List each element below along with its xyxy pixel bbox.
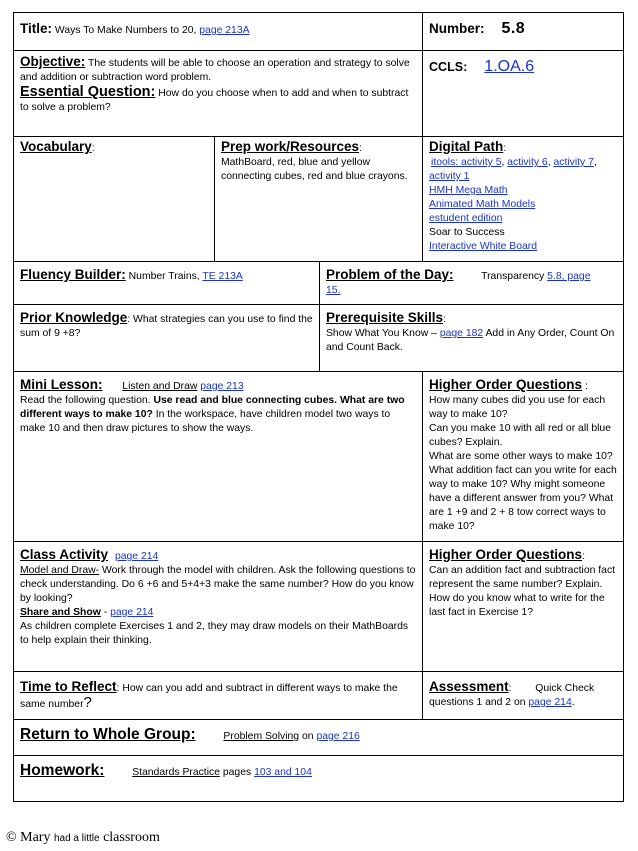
prior-knowledge-label: Prior Knowledge <box>20 310 128 325</box>
assessment-label: Assessment <box>429 679 509 694</box>
whiteboard-link[interactable]: Interactive White Board <box>429 241 538 252</box>
assessment-text-2: questions 1 and 2 on <box>429 697 526 708</box>
digital-path-cell: Digital Path: itools: activity 5, activity 6, activity 7, activity 1 HMH Mega Math Animated Math Models estudent edition Soar to Success Interactive White Board <box>423 137 624 262</box>
class-activity-label: Class Activity <box>20 547 109 562</box>
return-sub: Problem Solving <box>223 731 300 742</box>
mini-lesson-cell <box>14 372 423 542</box>
fluency-text: Number Trains, <box>128 271 200 282</box>
problem-of-day-link[interactable]: 5.8, page <box>547 271 591 282</box>
class-activity-link-2[interactable]: page 214 <box>110 607 154 618</box>
mini-lesson-bold: Use read and blue connecting cubes. What are two different ways to make 10? <box>20 395 405 420</box>
hoq1-text: How many cubes did you use for each way to make 10? Can you make 10 with all red or all blue cubes? Explain. What are some other ways to make 10? What addition fact can you write for each way to make 10? Why might someone have a different answer from you? What are 1 +9 and 2 + 8 tow correct ways to make 10? <box>429 395 617 532</box>
soar-text: Soar to Success <box>429 227 505 238</box>
assessment-cell: Assessment: Quick Check questions 1 and 2 on page 214. <box>423 672 624 720</box>
ccls-cell: CCLS: 1.OA.6 <box>423 51 624 137</box>
prerequisite-cell: Prerequisite Skills: Show What You Know – page 182 Add in Any Order, Count On and Count Back. <box>320 305 624 372</box>
title-label: Title <box>20 21 48 36</box>
prep-text: MathBoard, red, blue and yellow connecting cubes, red and blue crayons. <box>221 157 408 182</box>
activity6-link[interactable]: activity 6 <box>507 157 548 168</box>
vocabulary-label: Vocabulary <box>20 139 92 154</box>
number-label: Number <box>429 21 481 36</box>
essential-question-label: Essential Question: <box>20 84 156 100</box>
problem-of-day-cell <box>320 262 624 305</box>
prep-label: Prep work/Resources <box>221 139 360 154</box>
animated-models-link[interactable]: Animated Math Models <box>429 199 536 210</box>
homework-sub: Standards Practice <box>132 767 220 778</box>
problem-of-day-link-2[interactable]: 15. <box>326 285 341 296</box>
mini-lesson-link[interactable]: page 213 <box>200 381 244 392</box>
class-activity-sub: Model and Draw- <box>20 565 100 576</box>
itools-link[interactable]: itools: activity 5 <box>431 157 502 168</box>
fluency-cell <box>14 262 320 305</box>
copyright-text: © Mary <box>6 830 51 845</box>
lesson-plan-table <box>13 12 624 802</box>
copyright-small: had a little <box>53 833 100 844</box>
fluency-label: Fluency Builder: <box>20 267 126 282</box>
prerequisite-text-1: Show What You Know – <box>326 328 437 339</box>
hoq1-cell: Higher Order Questions : How many cubes did you use for each way to make 10? Can you make 10 with all red or all blue cubes? Explain. What are some other ways to make 10? What addition fact can you write for each way to make 10? Why might someone have a different answer from you? What are 1 +9 and 2 + 8 tow correct ways to make 10? <box>423 372 624 542</box>
hoq1-label: Higher Order Questions <box>429 377 583 392</box>
return-link[interactable]: page 216 <box>316 731 360 742</box>
copyright-footer <box>6 830 160 846</box>
prep-cell: Prep work/Resources: MathBoard, red, blue and yellow connecting cubes, red and blue crayons. <box>215 137 423 262</box>
mini-lesson-text-1: Read the following question. <box>20 395 151 406</box>
mini-lesson-label: Mini Lesson: <box>20 377 103 392</box>
problem-of-day-text: Transparency <box>481 271 545 282</box>
title-link[interactable]: page 213A <box>199 25 250 36</box>
objective-cell <box>14 51 423 137</box>
digital-path-label: Digital Path <box>429 139 504 154</box>
ccls-code-link[interactable]: 1.OA.6 <box>484 58 535 75</box>
return-text: on <box>301 731 314 742</box>
class-activity-cell: Class Activity page 214 Model and Draw- Work through the model with children. Ask the following questions to check understanding. Do 6 +6 and 5+4+3 make the same number? How do you know by looking? Share and Show - page 214 As children complete Exercises 1 and 2, they may draw models on their MathBoards to help explain their thinking. <box>14 542 423 672</box>
mini-lesson-sub: Listen and Draw <box>122 381 198 392</box>
share-show-label: Share and Show <box>20 607 101 618</box>
assessment-link[interactable]: page 214 <box>528 697 572 708</box>
reflect-label: Time to Reflect <box>20 679 117 694</box>
activity7-link[interactable]: activity 7 <box>553 157 594 168</box>
vocabulary-cell: Vocabulary: <box>14 137 215 262</box>
class-activity-text-2: As children complete Exercises 1 and 2, they may draw models on their MathBoards to help explain their thinking. <box>20 621 409 646</box>
hoq2-label: Higher Order Questions <box>429 547 583 562</box>
mega-math-link[interactable]: HMH Mega Math <box>429 185 508 196</box>
estudent-link[interactable]: estudent edition <box>429 213 503 224</box>
hoq2-text: Can an addition fact and subtraction fact represent the same number? Explain. How do you know what to write for the last fact in Exercise 1? <box>429 565 616 618</box>
assessment-text-1: Quick Check <box>535 683 595 694</box>
prerequisite-text-2: Add in Any Order, Count On and Count Back. <box>326 328 615 353</box>
fluency-link[interactable]: TE 213A <box>202 271 243 282</box>
title-cell: Title: Ways To Make Numbers to 20, page 213A <box>14 13 423 51</box>
prior-knowledge-text: What strategies can you use to find the sum of 9 +8? <box>20 314 313 339</box>
number-value: 5.8 <box>501 20 526 37</box>
return-label: Return to Whole Group: <box>20 726 196 743</box>
title-text: Ways To Make Numbers to 20, <box>54 25 197 36</box>
number-cell: Number: 5.8 <box>423 13 624 51</box>
homework-text: pages <box>222 767 252 778</box>
problem-of-day-label: Problem of the Day: <box>326 267 454 282</box>
copyright-end: classroom <box>103 830 160 845</box>
ccls-label: CCLS <box>429 60 464 74</box>
homework-cell <box>14 756 624 802</box>
lesson-plan <box>13 12 623 802</box>
prerequisite-label: Prerequisite Skills <box>326 310 444 325</box>
activity1-link[interactable]: activity 1 <box>429 171 470 182</box>
essential-question-text: How do you choose when to add and when to subtract to solve a problem? <box>20 88 409 113</box>
objective-text: The students will be able to choose an operation and strategy to solve and addition or subtraction word problem. <box>20 58 410 83</box>
homework-label: Homework: <box>20 762 105 779</box>
hoq2-cell: Higher Order Questions: Can an addition fact and subtraction fact represent the same number? Explain. How do you know what to write for the last fact in Exercise 1? <box>423 542 624 672</box>
objective-label: Objective: <box>20 54 86 69</box>
mini-lesson-text-2: In the workspace, have children model two ways to make 10 and then draw pictures to show the ways. <box>20 409 391 434</box>
reflect-cell: Time to Reflect: How can you add and subtract in different ways to make the same number? <box>14 672 423 720</box>
homework-link[interactable]: 103 and 104 <box>254 767 312 778</box>
prerequisite-link[interactable]: page 182 <box>439 328 484 339</box>
class-activity-text-1: Work through the model with children. Ask the following questions to check understanding. Do 6 +6 and 5+4+3 make the same number? How do you know by looking? <box>20 565 416 604</box>
prior-knowledge-cell: Prior Knowledge: What strategies can you use to find the sum of 9 +8? <box>14 305 320 372</box>
return-cell <box>14 720 624 756</box>
class-activity-link[interactable]: page 214 <box>114 551 159 562</box>
reflect-text: How can you add and subtract in different ways to make the same number <box>20 683 398 710</box>
